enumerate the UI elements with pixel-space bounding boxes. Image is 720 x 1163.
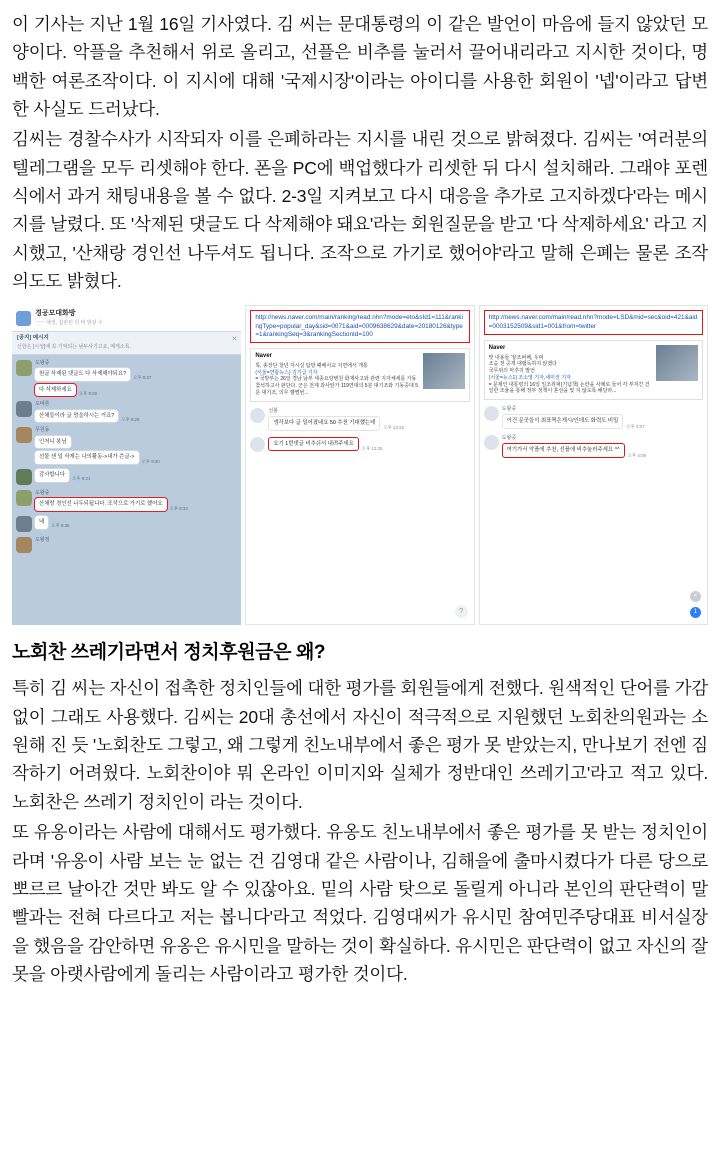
- chat-notice: [12, 332, 241, 354]
- chat-message: [250, 437, 469, 452]
- notice-title: [공지] 메시지: [17, 335, 49, 342]
- chat-message-list: [12, 355, 241, 564]
- message-bubble-highlighted: 요기 1번댓글 비추쉬서 내려주세요: [268, 437, 358, 452]
- avatar: [250, 408, 265, 423]
- news-line: (서울=연합뉴스) 김기급 기자: [255, 369, 318, 376]
- sender-name: 선볼: [268, 407, 278, 414]
- sender-name: 도왕정: [35, 537, 50, 544]
- chat-message: [484, 435, 703, 458]
- news-line: 맞 내용들 '끝조퍼쎄, 우퍼: [488, 354, 544, 361]
- sender-name: 도왕중: [35, 490, 50, 497]
- paragraph-3: 특히 김 씨는 자신이 접촉한 정치인들에 대한 평가를 회원들에게 전했다. 원색적인 단어를 가감 없이 그래도 사용했다. 김씨는 20대 총선에서 자신이 적극적으로 지원했던 노회찬의원과는 소원해 진 듯 '노회찬도 그렇고, 왜 그렇게 친노내부에서 좋은 평가 못 받았는지, 만나보기 전엔 짐작하기 어려웠다. 노회찬이야 뭐 온라인 이미지와 실체가 정반대인 쓰레기고'라고 적고 있다. 노회찬은 쓰레기 정치인이 라는 것이다.: [12, 678, 708, 812]
- message-bubble: 선물 샌 일 삭제는 나의활동->내가 쓴글->: [35, 451, 139, 464]
- message-time: 오후 4:09: [627, 452, 646, 458]
- news-thumbnail: [423, 353, 465, 389]
- message-time: 오후 9:28: [78, 390, 97, 396]
- message-time: 오후 4:07: [626, 423, 645, 429]
- message-bubble: 산채들이라 글 멍을하시는 거죠?: [35, 410, 118, 423]
- news-line: = 국방부는 26일 경남 남부 세종요양병원 화재사고와 관련 지자체세를 가동 참석하고사 판단다. 군은 전제 과사탄가 119연대의 5분 대기조와 기동중대 5문 대기조, 의무 헬멜번...: [255, 376, 418, 396]
- avatar: [16, 490, 32, 506]
- chat-message: [16, 360, 237, 397]
- message-bubble-highlighted: 여기가서 악플에 추천, 선플에 비추눌러주세요 ^^: [502, 443, 625, 458]
- screenshot-naver-ranking: [245, 305, 474, 625]
- chat-message: [16, 516, 237, 532]
- notice-body: 신한은 [시성]에 꼭 기억되는 낚두사기고요, 메게소록.: [17, 344, 131, 351]
- naver-logo: Naver: [488, 345, 506, 352]
- chat-message: [16, 427, 237, 464]
- news-line: 조음 천 공개 대램독하지 앉겠다: [488, 361, 558, 368]
- chatroom-avatar: [16, 311, 31, 326]
- avatar: [16, 516, 32, 532]
- sender-name: 도왕중: [35, 359, 50, 366]
- sender-name: 도왕중: [501, 406, 517, 413]
- chat-message: [250, 408, 469, 431]
- news-line: 국무위의 마후리 발언: [488, 368, 535, 375]
- chat-header: [12, 305, 241, 332]
- message-bubble-highlighted: 산채랑 경인선 나두되됩니다. 조작으로 가기로 했어요: [35, 498, 167, 511]
- avatar: [16, 360, 32, 376]
- message-bubble: 생각보다 글 밀어졌네요 50 추천 기대했는데: [268, 416, 380, 431]
- sender-name: 무원동: [35, 427, 50, 434]
- avatar: [16, 401, 32, 417]
- chat-message: [16, 401, 237, 422]
- unread-badge-grey[interactable]: <: [690, 591, 701, 602]
- message-time: 오후 9:29: [121, 416, 140, 422]
- news-thumbnail: [656, 345, 698, 381]
- message-time: 오후 12:22: [383, 425, 405, 431]
- chat-message: [16, 490, 237, 511]
- news-line: (서울=뉴스1) 조소영 기자,세미전 기자: [488, 374, 571, 381]
- avatar: [16, 537, 32, 553]
- screenshot-chat: [12, 305, 241, 625]
- paragraph-1: 이 기사는 지난 1월 16일 기사였다. 김 씨는 문대통령의 이 같은 발언이 마음에 들지 않았던 모양이다. 악플을 추천해서 위로 올리고, 선플은 비추를 눌러서 끌어내리라고 지시한 것이다, 명백한 여론조작이다. 이 지시에 대해 '국제시장'이라는 아이디를 사용한 회원이 '넵'이라고 답변한 사실도 드러났다.: [12, 14, 708, 120]
- news-line: 톡, 총장단 창년 자시실 탐방 패배사교 지면에서 개통: [255, 362, 368, 369]
- message-time: 오후 9:35: [51, 523, 70, 529]
- news-card: [250, 348, 469, 401]
- url-text: http://news.naver.com/main/ranking/read.nhn?mode=eto&sId1=111&rankingType=popular_day&sid=0071&aid=0009638629&date=20180126&type=1&rankingSeq=3&rankingSectionId=100: [250, 310, 469, 343]
- screenshot-strip: [12, 305, 708, 625]
- naver-logo: Naver: [255, 353, 273, 360]
- chat-message: [16, 537, 237, 553]
- paragraph-2: 김씨는 경찰수사가 시작되자 이를 은폐하라는 지시를 내린 것으로 밝혀졌다. 김씨는 '여러분의 텔레그램을 모두 리셋해야 한다. 폰을 PC에 백업했다가 리셋한 뒤 다시 설치해라. 그래야 포렌식에서 과거 채팅내용을 볼 수 없다. 2-3일 지켜보고 다시 대응을 추가로 고지하겠다'라는 메시지를 날렸다. 또 '삭제된 댓글도 다 삭제해야 돼요'라는 회원질문을 받고 '다 삭제하세요' 라고 지시했고, '산채랑 경인선 나두셔도 됩니다. 조작으로 가기로 했어야'라고 말해 은폐는 물론 조작의도도 밝혔다.: [12, 129, 708, 292]
- message-time: 오후 9:33: [169, 505, 188, 511]
- message-time: 오후 9:27: [133, 375, 152, 381]
- avatar: [484, 406, 499, 421]
- url-text: http://news.naver.com/main/read.nhn?mode=LSD&mid=sec&oid=421&aid=0003152509&sid1=001&from=twitter: [484, 310, 703, 335]
- avatar: [250, 437, 265, 452]
- message-bubble: 네: [35, 516, 48, 529]
- message-bubble-highlighted: 다 삭제하세요: [35, 384, 76, 397]
- chat-message: [16, 469, 237, 485]
- avatar: [16, 427, 32, 443]
- chat-message: [484, 406, 703, 429]
- message-bubble: 감사합니다: [35, 469, 69, 482]
- message-time: 오후 9:30: [141, 458, 160, 464]
- message-time: 오후 12:25: [361, 445, 383, 451]
- avatar: [484, 435, 499, 450]
- chevron-down-icon[interactable]: ?: [455, 605, 468, 618]
- chatroom-title: 경공모대화방: [35, 310, 76, 318]
- unread-badge[interactable]: 1: [690, 607, 701, 618]
- news-line: = 문제인 대통령의 16일 일조취퍼(기념책) 논란을 사례로 들어 각 부처간 건일한 조율을 통해 정부 정책이 혼선을 및 지 않도록 해달라...: [488, 381, 650, 395]
- message-bubble: 인저니 봉님: [35, 436, 71, 449]
- chatroom-subtitle: ㅡㅡ 예정, 참관된 뒤 버 발광 수: [35, 320, 103, 327]
- sender-name: 도왕중: [501, 435, 517, 442]
- paragraph-4: 또 유옹이라는 사람에 대해서도 평가했다. 유옹도 친노내부에서 좋은 평가를 못 받는 정치인이라며 '유옹이 사람 보는 눈 없는 건 김영대 같은 사람이나, 김해을에 출마시켰다가 다른 당으로 뽀르르 날아간 것만 봐도 알 수 있잖아요. 밑의 사람 탓으로 돌릴게 아니라 본인의 판단력이 말 빨과는 전혀 다르다고 저는 봅니다'라고 적었다. 김영대씨가 유시민 참여민주당대표 비서실장을 했음을 감안하면 유옹은 유시민을 말하는 것이 확실하다. 유시민은 판단력이 없고 자신의 잘못을 아랫사람에게 돌리는 사람이라고 평가한 것이다.: [12, 822, 708, 984]
- avatar: [16, 469, 32, 485]
- page-subheading: 노회찬 쓰레기라면서 정치후원금은 왜?: [12, 642, 326, 664]
- news-card: [484, 340, 703, 400]
- message-time: 오후 9:31: [72, 476, 91, 482]
- message-bubble: 이건 문곳들이 최표찍은게시/인데도 화력도 비밀: [502, 414, 624, 429]
- message-bubble: 원글 삭제된 댓글도 다 삭제해야되요?: [35, 368, 130, 381]
- close-icon[interactable]: ✕: [231, 336, 238, 344]
- sender-name: 도바론: [35, 401, 50, 408]
- screenshot-naver-article: [479, 305, 708, 625]
